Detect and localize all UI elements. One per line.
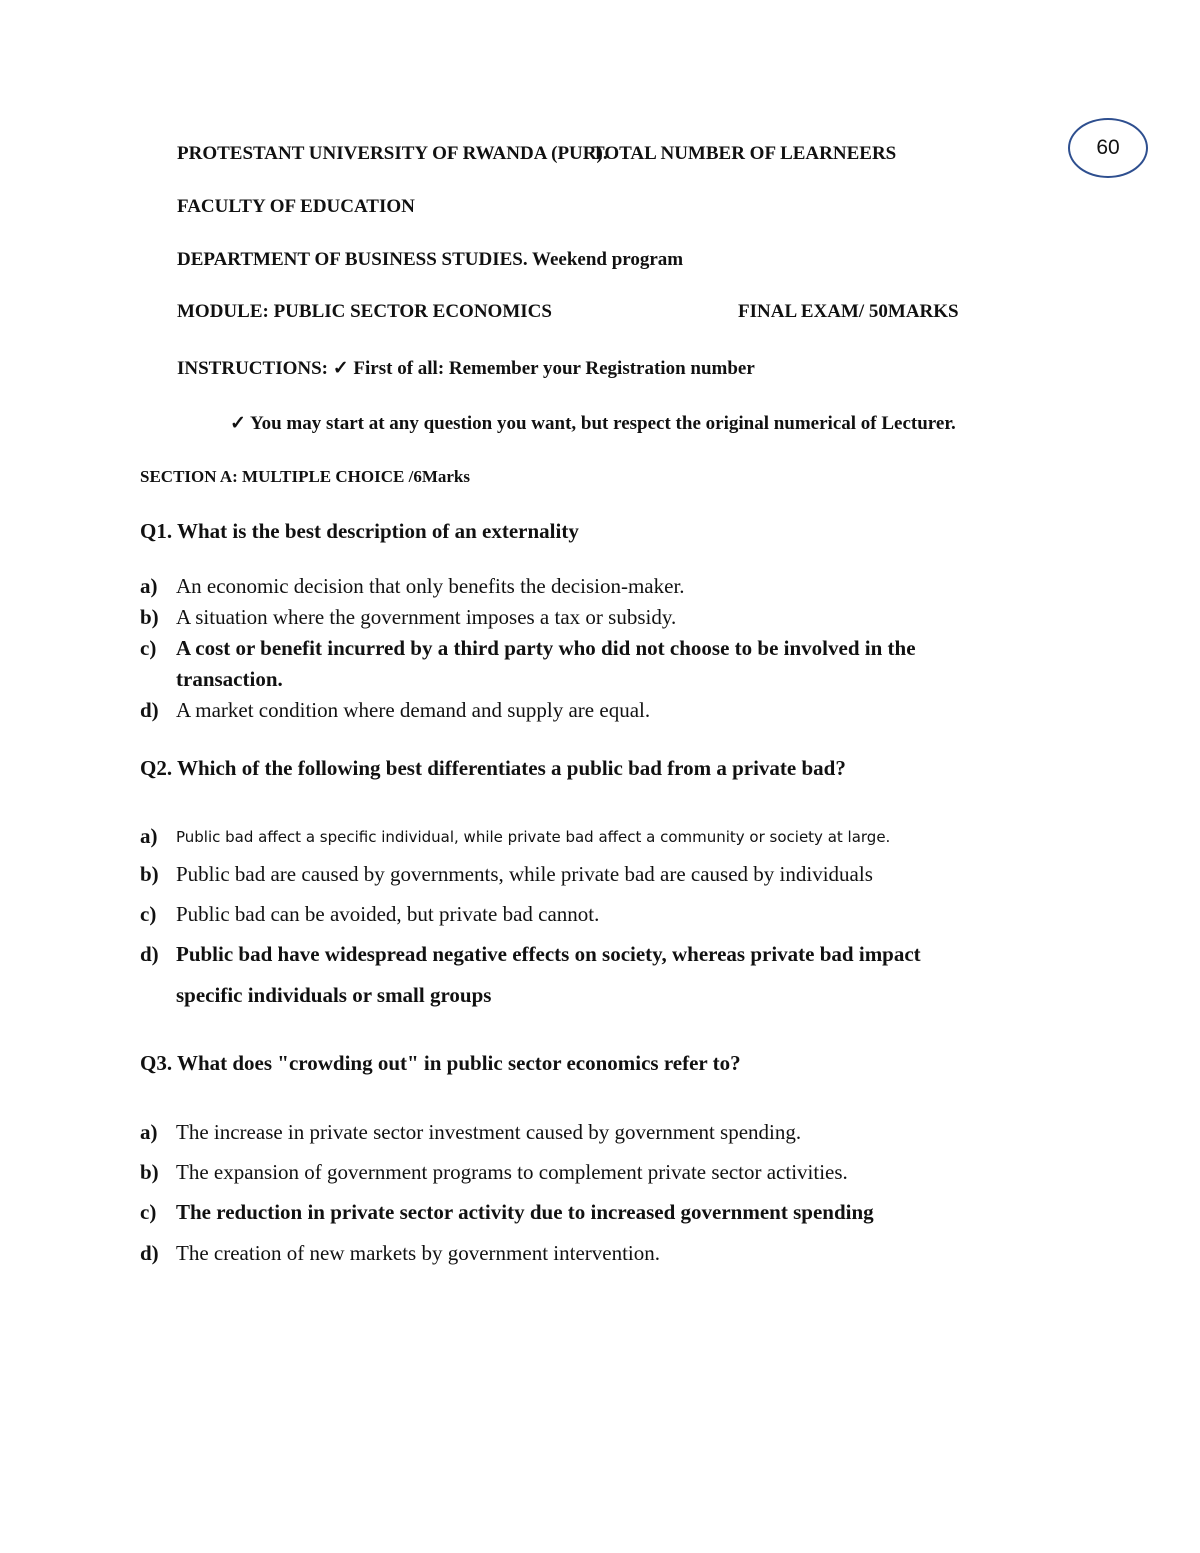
option-label: a)	[140, 574, 158, 598]
option-q2-b	[140, 862, 1040, 888]
university-name: PROTESTANT UNIVERSITY OF RWANDA (PUR).	[177, 143, 608, 164]
option-label: d)	[140, 1241, 159, 1265]
option-text: A market condition where demand and supply are equal.	[176, 698, 651, 722]
option-text: The expansion of government programs to complement private sector activities.	[176, 1160, 848, 1184]
option-label: a)	[140, 824, 158, 848]
program-name: Weekend program	[532, 249, 684, 270]
option-text: An economic decision that only benefits the decision-maker.	[176, 574, 685, 598]
module-title: MODULE: PUBLIC SECTOR ECONOMICS	[177, 301, 552, 322]
question-title: Q3. What does "crowding out" in public sector economics refer to?	[140, 1051, 741, 1075]
option-text-continued: transaction.	[176, 667, 283, 691]
option-label: b)	[140, 605, 159, 629]
question-title: Q1. What is the best description of an externality	[140, 519, 579, 543]
instructions-line-1	[177, 357, 755, 380]
option-q3-c-correct	[140, 1200, 1040, 1226]
option-q3-d	[140, 1241, 1040, 1267]
option-q1-c-correct	[140, 636, 1040, 694]
option-text: Public bad affect a specific individual, while private bad affect a community or society at large.	[176, 828, 891, 846]
option-label: d)	[140, 942, 159, 966]
option-label: b)	[140, 1160, 159, 1184]
option-q2-c	[140, 902, 1040, 928]
option-text: The increase in private sector investment caused by government spending.	[176, 1120, 802, 1144]
option-label: c)	[140, 1200, 157, 1224]
option-text: A cost or benefit incurred by a third party who did not choose to be involved in the	[176, 636, 916, 660]
option-text: The creation of new markets by government intervention.	[176, 1241, 661, 1265]
option-label: c)	[140, 636, 157, 660]
option-q3-b	[140, 1160, 1040, 1186]
option-text: A situation where the government imposes a tax or subsidy.	[176, 605, 677, 629]
option-label: a)	[140, 1120, 158, 1144]
option-q1-d	[140, 698, 1040, 724]
option-text: The reduction in private sector activity due to increased government spending	[176, 1200, 874, 1224]
option-q2-a	[140, 824, 1040, 850]
option-text-continued: specific individuals or small groups	[176, 983, 492, 1007]
instruction-1: ✓ First of all: Remember your Registration number	[332, 358, 755, 379]
option-label: c)	[140, 902, 157, 926]
learners-count: 60	[1096, 136, 1120, 159]
instructions-label: INSTRUCTIONS:	[177, 358, 328, 379]
learners-label: TOTAL NUMBER OF LEARNEERS	[592, 143, 897, 164]
option-q3-a	[140, 1120, 1040, 1146]
option-q1-a	[140, 574, 1040, 600]
department-title	[177, 249, 683, 271]
option-text: Public bad are caused by governments, while private bad are caused by individuals	[176, 862, 873, 886]
question-title: Q2. Which of the following best differentiates a public bad from a private bad?	[140, 756, 846, 780]
learners-count-badge	[1068, 118, 1148, 178]
section-title: SECTION A: MULTIPLE CHOICE /6Marks	[140, 467, 470, 486]
department-name: DEPARTMENT OF BUSINESS STUDIES.	[177, 249, 528, 270]
option-text: Public bad can be avoided, but private bad cannot.	[176, 902, 600, 926]
exam-title: FINAL EXAM/ 50MARKS	[738, 301, 959, 322]
instruction-2: ✓ You may start at any question you want, but respect the original numerical of Lecturer.	[230, 413, 956, 434]
option-label: d)	[140, 698, 159, 722]
faculty-title: FACULTY OF EDUCATION	[177, 196, 415, 217]
option-label: b)	[140, 862, 159, 886]
option-q2-d-correct	[140, 942, 1040, 1012]
option-text: Public bad have widespread negative effects on society, whereas private bad impact	[176, 942, 921, 966]
option-q1-b	[140, 605, 1040, 631]
